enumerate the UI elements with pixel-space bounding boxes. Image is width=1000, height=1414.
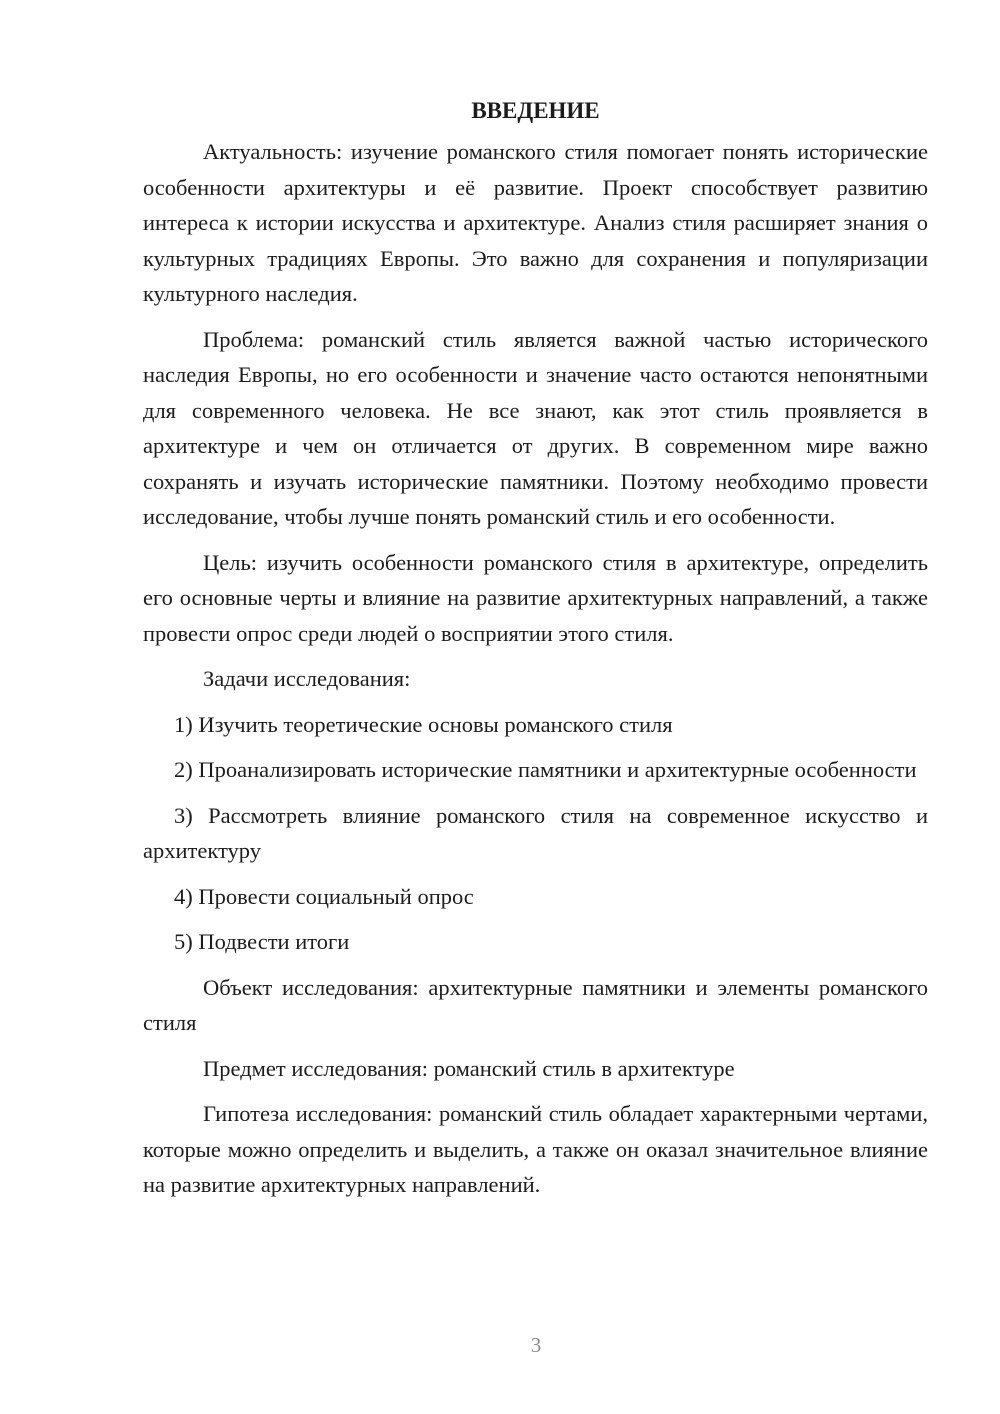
tasks-title: Задачи исследования: [203,666,411,691]
task-item-3: 3) Рассмотреть влияние романского стиля на современное искусство и архитектуру [143,802,928,863]
paragraph-relevance: Актуальность: изучение романского стиля помогает понять исторические особенности архитектуры и её развитие. Проект способствует развитию интереса к истории искусства и архитектуре. Анализ стиля расширяет знания о культурных традициях Европы. Это важно для сохранения и популяризации культурного наследия. [143,139,928,306]
task-item-2: 2) Проанализировать исторические памятники и архитектурные особенности [174,757,917,782]
paragraph-hypothesis: Гипотеза исследования: романский стиль обладает характерными чертами, которые можно определить и выделить, а также он оказал значительное влияние на развитие архитектурных направлений. [143,1101,928,1197]
paragraph-object: Объект исследования: архитектурные памятники и элементы романского стиля [143,974,928,1035]
task-item-1: 1) Изучить теоретические основы романского стиля [174,711,673,737]
document-page [143,94,928,1213]
paragraph-goal: Цель: изучить особенности романского стиля в архитектуре, определить его основные черты и влияние на развитие архитектурных направлений, а также провести опрос среди людей о восприятии этого стиля. [143,549,928,646]
paragraph-subject: Предмет исследования: романский стиль в архитектуре [203,1055,735,1081]
task-item-4: 4) Провести социальный опрос [174,883,474,909]
page-title: ВВЕДЕНИЕ [471,98,600,123]
page-number: 3 [530,1333,542,1357]
paragraph-problem: Проблема: романский стиль является важной частью исторического наследия Европы, но его особенности и значение часто остаются непонятными для современного человека. Не все знают, как этот стиль проявляется в архитектуре и чем он отличается от других. В современном мире важно сохранять и изучать исторические памятники. Поэтому необходимо провести исследование, чтобы лучше понять романский стиль и его особенности. [143,326,928,529]
task-item-5: 5) Подвести итоги [174,929,350,954]
